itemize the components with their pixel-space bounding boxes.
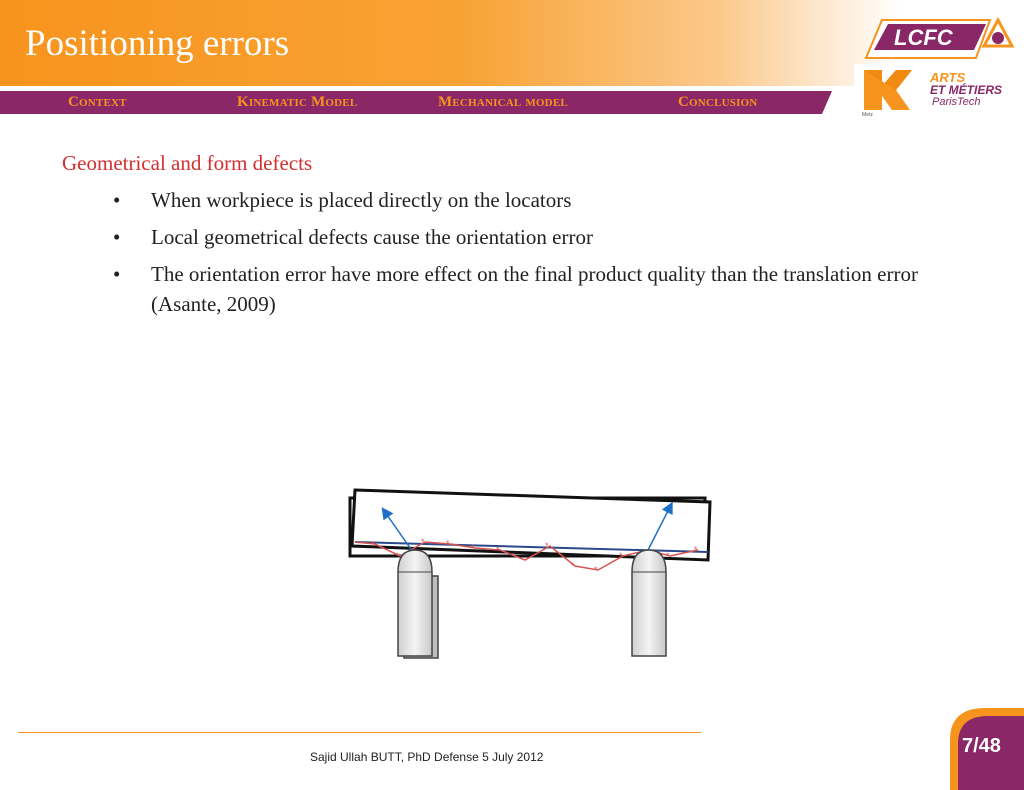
workpiece-locator-diagram	[340, 480, 730, 670]
svg-text:*: *	[666, 551, 670, 561]
svg-text:*: *	[396, 551, 400, 561]
lcfc-sub-text: Conception Fabrication Commande	[878, 53, 949, 58]
slide-title: Positioning errors	[25, 23, 290, 64]
tilted-workpiece	[352, 490, 710, 560]
svg-text:*: *	[421, 537, 425, 547]
bullet-marker: •	[113, 225, 121, 249]
arts-text: ARTS	[930, 70, 966, 85]
page-number: 7/48	[962, 735, 1001, 757]
svg-text:*: *	[694, 545, 698, 555]
bullet-marker: •	[113, 188, 121, 212]
svg-text:*: *	[594, 565, 598, 575]
paristech-text: ParisTech	[932, 96, 981, 108]
nav-item-kinematic-model[interactable]: Kinematic Model	[237, 94, 358, 110]
svg-text:*: *	[545, 541, 549, 551]
right-locator	[632, 550, 666, 656]
nav-item-context[interactable]: Context	[68, 94, 127, 110]
footer-text: Sajid Ullah BUTT, PhD Defense 5 July 2012	[310, 750, 544, 764]
metiers-text: ET MÉTIERS	[930, 83, 1003, 97]
nav-item-conclusion[interactable]: Conclusion	[678, 94, 758, 110]
svg-text:*: *	[571, 561, 575, 571]
bullet-marker: •	[113, 262, 121, 286]
footer-divider	[18, 732, 701, 733]
lcfc-text: LCFC	[894, 25, 953, 50]
bullet-text-3: The orientation error have more effect on the final product quality than the translation error (Asante, 2009)	[151, 262, 918, 316]
svg-text:*: *	[446, 539, 450, 549]
svg-text:*: *	[496, 545, 500, 555]
nav-item-mechanical-model[interactable]: Mechanical model	[438, 94, 568, 110]
svg-text:*: *	[471, 543, 475, 553]
node-icon	[992, 32, 1004, 44]
bullet-text-1: When workpiece is placed directly on the locators	[151, 188, 572, 212]
left-locator	[398, 550, 432, 656]
section-heading: Geometrical and form defects	[62, 151, 313, 175]
bullet-text-2: Local geometrical defects cause the orientation error	[151, 225, 593, 249]
institution-logos	[852, 14, 1024, 124]
metz-text: Metz	[862, 112, 873, 118]
svg-text:*: *	[371, 539, 375, 549]
svg-text:*: *	[619, 551, 623, 561]
